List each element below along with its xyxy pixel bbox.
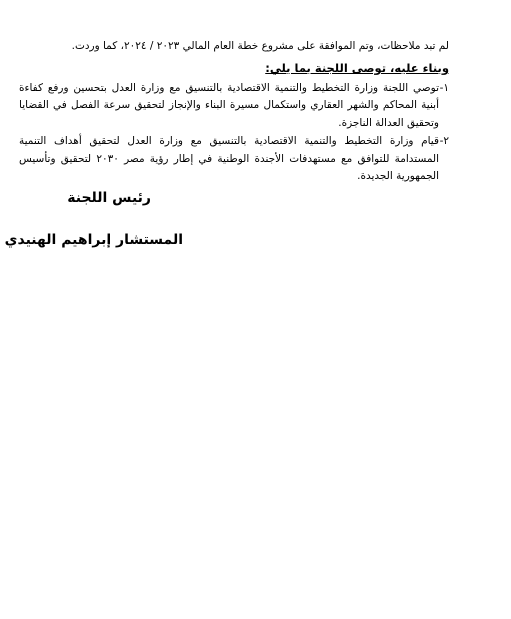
recommendations-list — [19, 80, 449, 186]
recommendation-item — [19, 133, 449, 185]
signature-name: المستشار إبراهيم الهنيدي — [4, 232, 183, 248]
recommendation-number: ١- — [439, 82, 449, 94]
recommendation-item — [19, 80, 449, 132]
recommendation-text: توصي اللجنة وزارة التخطيط والتنمية الاقتصادية بالتنسيق مع وزارة العدل بتحسين ورفع كفاءة أبنية المحاكم والشهر العقاري واستكمال مسيرة البناء والإنجاز لتحقيق سرعة الفصل في القضايا وتحقيق العدالة الناجزة. — [19, 82, 439, 129]
recommendation-text: قيام وزارة التخطيط والتنمية الاقتصادية بالتنسيق مع وزارة العدل لتحقيق أهداف التنمية المستدامة للتوافق مع مستهدفات الأجندة الوطنية في إطار رؤية مصر ٢٠٣٠ لتحقيق وتأسيس الجمهورية الجديدة. — [19, 135, 440, 183]
recommendations-heading: وبناء عليه، توصى اللجنة بما يلي: — [265, 61, 449, 75]
signature-title: رئيس اللجنة — [67, 190, 151, 206]
intro-paragraph: لم تبد ملاحظات، وتم الموافقة على مشروع خطة العام المالي ٢٠٢٣ / ٢٠٢٤، كما وردت. — [71, 40, 449, 52]
recommendation-number: ٢- — [439, 135, 449, 148]
